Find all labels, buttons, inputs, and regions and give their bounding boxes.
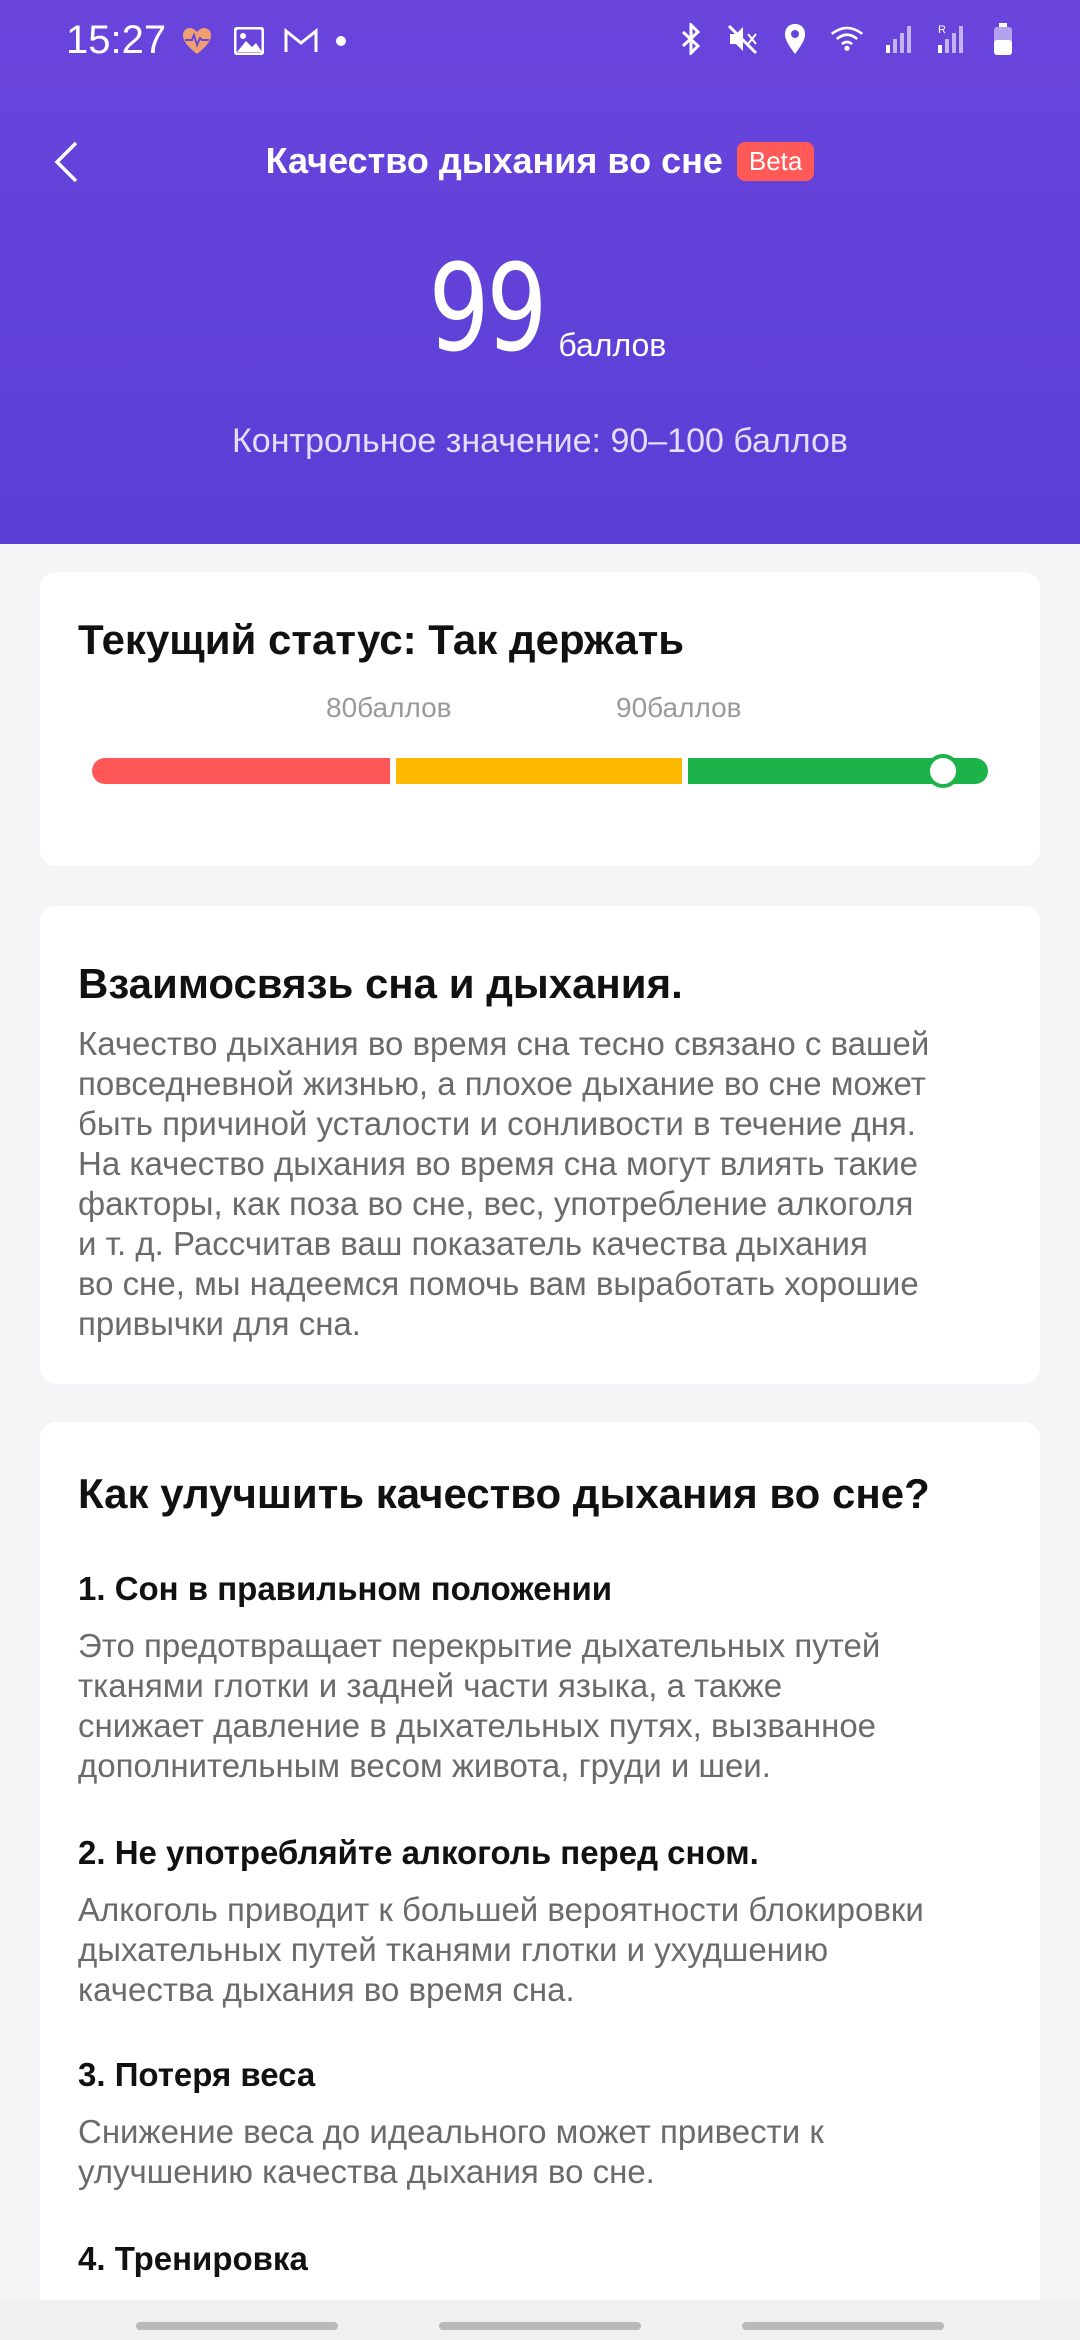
tips-card [40,1422,1040,2322]
text-line: качества дыхания во время сна. [78,1971,575,2008]
text-line: Качество дыхания во время сна тесно связано с вашей [78,1025,930,1062]
range-bar-red [92,758,390,784]
tick-90-label: 90баллов [616,692,742,723]
text-line: Снижение веса до идеального может привести к [78,2113,824,2150]
text-line: улучшению качества дыхания во сне. [78,2153,655,2190]
text-line: и т. д. Рассчитав ваш показатель качества дыхания [78,1225,868,1262]
tip-text [78,2112,1008,2192]
battery-icon [986,22,1020,56]
location-icon [778,22,812,56]
tip-heading: 1. Сон в правильном положении [78,1570,613,1607]
text-line: снижает давление в дыхательных путях, вызванное [78,1707,877,1744]
text-line: Алкоголь приводит к большей вероятности блокировки [78,1891,924,1928]
gallery-icon [232,24,266,58]
tick-80-label: 80баллов [326,692,452,723]
text-line: быть причиной усталости и сонливости в течение дня. [78,1105,916,1142]
svg-text:R: R [938,24,946,36]
range-bar-yellow [396,758,682,784]
text-line: Это предотвращает перекрытие дыхательных путей [78,1627,881,1664]
status-title: Текущий статус: Так держать [78,616,685,663]
tips-title: Как улучшить качество дыхания во сне? [78,1470,930,1517]
heart-rate-icon [180,24,214,58]
tip-heading: 3. Потеря веса [78,2056,316,2093]
navigation-bar [0,2300,1080,2340]
text-line: во сне, мы надеемся помочь вам выработать хорошие [78,1265,919,1302]
dot-icon [336,36,346,46]
relation-text [78,1024,1008,1344]
tip-heading: 4. Тренировка [78,2240,308,2277]
text-line: дыхательных путей тканями глотки и ухудшению [78,1931,829,1968]
tip-heading: 2. Не употребляйте алкоголь перед сном. [78,1834,759,1871]
score-value: 99 [428,240,544,379]
nav-pill[interactable] [136,2322,338,2330]
wifi-icon [830,22,864,56]
text-line: На качество дыхания во время сна могут влиять такие [78,1145,919,1182]
relation-card [40,906,1040,1384]
gmail-icon [284,24,318,58]
status-time: 15:27 [66,18,167,62]
text-line: факторы, как поза во сне, вес, употребление алкоголя [78,1185,914,1222]
score [0,240,1080,379]
reference-value: Контрольное значение: 90–100 баллов [232,422,848,460]
text-line: тканями глотки и задней части языка, а также [78,1667,783,1704]
nav-pill[interactable] [439,2322,641,2330]
nav-pill[interactable] [742,2322,944,2330]
relation-title: Взаимосвязь сна и дыхания. [78,960,683,1007]
signal-icon [882,22,916,56]
signal-r-icon [934,22,968,56]
text-line: дополнительным весом живота, груди и шеи. [78,1747,771,1784]
score-unit: баллов [558,327,667,363]
page-title: Качество дыхания во сне [265,140,723,181]
tip-text [78,1890,1008,2010]
status-card [40,572,1040,866]
beta-badge: Beta [737,142,815,181]
mute-icon [726,22,760,56]
status-bar [0,0,1080,84]
tip-text [78,1626,1008,1786]
bluetooth-icon [674,22,708,56]
text-line: привычки для сна. [78,1305,361,1342]
text-line: повседневной жизнью, а плохое дыхание во сне может [78,1065,926,1102]
header [0,0,1080,544]
score-indicator [926,754,960,788]
